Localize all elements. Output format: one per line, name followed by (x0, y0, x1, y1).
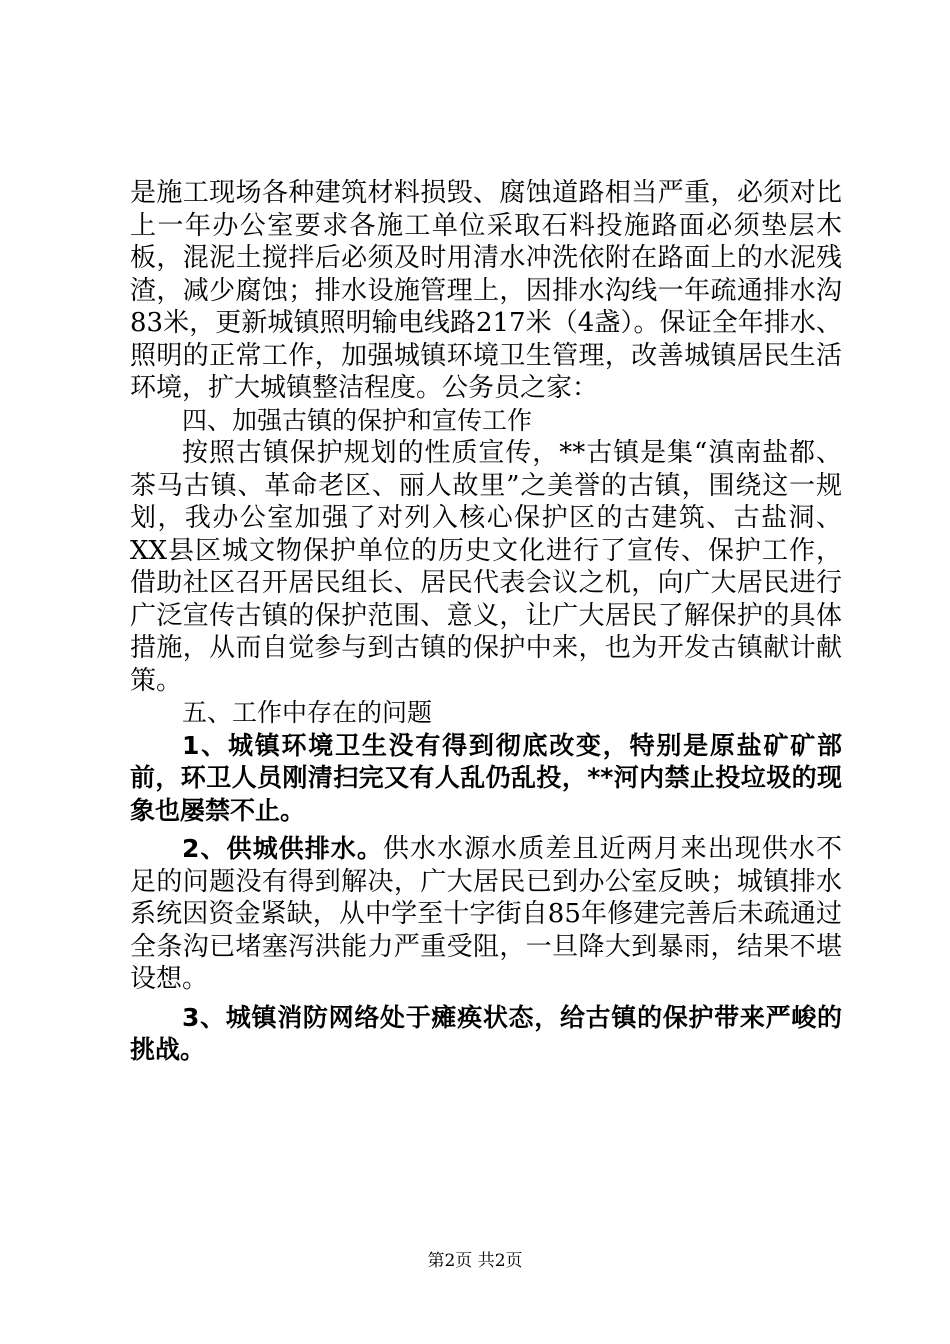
section-heading-protection-publicity: 四、加强古镇的保护和宣传工作 (182, 405, 533, 435)
paragraph-problem-sanitation: 1、城镇环境卫生没有得到彻底改变，特别是原盐矿矿部前，环卫人员刚清扫完又有人乱仍乱投，**河内禁止投垃圾的现象也屡禁不止。 (130, 730, 842, 825)
paragraph-problem-water (130, 833, 842, 996)
paragraph-problem-fire-network: 3、城镇消防网络处于瘫痪状态，给古镇的保护带来严峻的挑战。 (130, 1002, 842, 1064)
paragraph-environment-maintenance: 是施工现场各种建筑材料损毁、腐蚀道路相当严重，必须对比上一年办公室要求各施工单位采取石料投施路面必须垫层木板，混泥土搅拌后必须及时用清水冲洗依附在路面上的水泥残渣，减少腐蚀；排水设施管理上，因排水沟线一年疏通排水沟83米，更新城镇照明输电线路217米（4盏）。保证全年排水、照明的正常工作，加强城镇环境卫生管理，改善城镇居民生活环境，扩大城镇整洁程度。公务员之家： (130, 178, 842, 403)
problem-water-text: 供水水源水质差且近两月来出现供水不足的问题没有得到解决，广大居民已到办公室反映；城镇排水系统因资金紧缺，从中学至十字街自85年修建完善后未疏通过全条沟已堵塞泻洪能力严重受阻，一旦降大到暴雨，结果不堪设想。 (130, 834, 842, 994)
problem-water-lead: 2、供城供排水。 (182, 834, 383, 863)
paragraph-protection-publicity: 按照古镇保护规划的性质宣传，**古镇是集“滇南盐都、茶马古镇、革命老区、丽人故里”之美誉的古镇，围绕这一规划，我办公室加强了对列入核心保护区的古建筑、古盐洞、XX县区城文物保护单位的历史文化进行了宣传、保护工作，借助社区召开居民组长、居民代表会议之机，向广大居民进行广泛宣传古镇的保护范围、意义，让广大居民了解保护的具体措施，从而自觉参与到古镇的保护中来，也为开发古镇献计献策。 (130, 438, 842, 696)
page-footer: 第2页 共2页 (427, 1251, 523, 1271)
section-heading-problems: 五、工作中存在的问题 (182, 698, 433, 727)
document-body (130, 177, 842, 1067)
